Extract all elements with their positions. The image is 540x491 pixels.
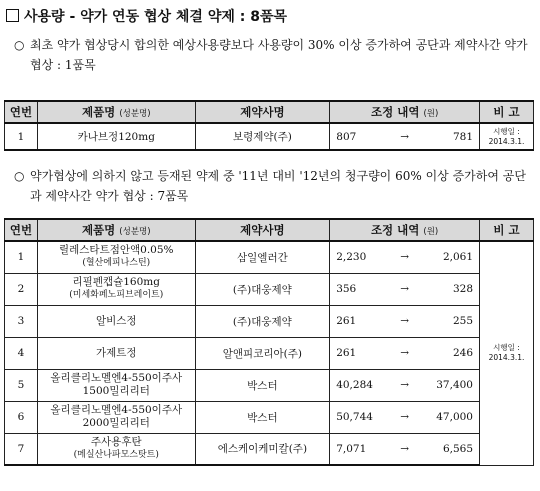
header-no: 연번 [5, 101, 38, 123]
product-ingredient: (미세화페노피브레이트) [69, 290, 164, 300]
header-remark: 비 고 [480, 219, 534, 241]
product-name: 가제트정 [95, 346, 137, 359]
cell-company: 보령제약(주) [195, 123, 330, 150]
adjustment-wrap [336, 443, 473, 455]
adjustment-cell [330, 369, 480, 401]
cell-remark [480, 123, 534, 150]
product-name: 올리클리노멜엔4-550이주사 [50, 404, 183, 416]
price-after: 255 [452, 315, 473, 327]
price-after: 6,565 [442, 442, 473, 455]
adjustment-cell [330, 433, 480, 465]
price-after: 781 [452, 130, 473, 143]
price-before: 261 [336, 315, 357, 327]
arrow-right-icon: → [400, 251, 409, 264]
table-header-row [5, 101, 534, 123]
cell-product [37, 433, 195, 465]
bullet-circle-icon: ○ [14, 169, 25, 183]
product-name: 리필펜캡슐160mg [72, 276, 160, 288]
note-1 [14, 35, 530, 75]
table-row [5, 241, 534, 273]
note-1-text: 최초 약가 협상당시 합의한 예상사용량보다 사용량이 30% 이상 증가하여 공단과 제약사간 약가 협상 : 1품목 [30, 38, 528, 72]
adjustment-wrap [336, 379, 473, 391]
product-ingredient: (혈산에피나스틴) [82, 258, 151, 269]
header-adjust: 조정 내역 (원) [330, 101, 480, 123]
section-heading [6, 6, 287, 26]
arrow-right-icon: → [400, 411, 409, 423]
arrow-right-icon: → [400, 442, 409, 455]
bullet-circle-icon: ○ [14, 38, 25, 52]
cell-no: 1 [5, 123, 38, 150]
arrow-right-icon: → [400, 379, 409, 391]
adjustment-cell [330, 273, 480, 305]
product-ingredient: (메실산나파모스탓트) [73, 449, 159, 460]
price-after: 47,000 [436, 411, 473, 423]
cell-no: 1 [5, 241, 38, 273]
cell-product [37, 401, 195, 433]
note-2-text: 약가협상에 의하지 않고 등재된 약제 중 '11년 대비 '12년의 청구량이 60% 이상 증가하여 공단과 제약사간 약가 협상 : 7품목 [30, 169, 526, 203]
product-name: 주사용후탄 [90, 435, 142, 448]
table-row [5, 337, 534, 369]
price-after: 246 [452, 347, 473, 359]
cell-company: 박스터 [195, 401, 330, 433]
price-before: 807 [336, 130, 357, 143]
arrow-right-icon: → [400, 283, 409, 295]
product-ingredient: 1500밀리리터 [82, 385, 150, 397]
header-product: 제품명 (성분명) [37, 101, 195, 123]
cell-no: 3 [5, 305, 38, 337]
product-name: 올리클리노멜엔4-550이주사 [50, 372, 183, 384]
header-no: 연번 [5, 219, 38, 241]
cell-no: 7 [5, 433, 38, 465]
adjustment-cell [330, 401, 480, 433]
cell-company: 삼일엘러간 [195, 241, 330, 273]
arrow-right-icon: → [400, 315, 409, 327]
table-header-row [5, 219, 534, 241]
cell-product: 카나브정120mg [37, 123, 195, 150]
adjustment-cell [330, 241, 480, 273]
table-usage-30pct [4, 100, 534, 151]
price-after: 328 [452, 283, 473, 295]
header-adjust: 조정 내역 (원) [330, 219, 480, 241]
cell-company: (주)대웅제약 [195, 305, 330, 337]
price-before: 7,071 [336, 442, 367, 455]
adjustment-wrap [336, 347, 473, 359]
price-before: 40,284 [336, 379, 373, 391]
price-before: 356 [336, 283, 357, 295]
product-name: 릴레스타트점안액0.05% [59, 244, 174, 257]
arrow-right-icon: → [400, 347, 409, 359]
price-before: 50,744 [336, 411, 373, 423]
cell-remark [480, 241, 534, 465]
header-company: 제약사명 [195, 219, 330, 241]
cell-product [37, 241, 195, 273]
table-row [5, 305, 534, 337]
note-2 [14, 166, 530, 206]
adjustment-wrap [336, 283, 473, 295]
cell-no: 2 [5, 273, 38, 305]
product-name: 알비스정 [95, 314, 137, 327]
table-row [5, 123, 534, 150]
price-before: 261 [336, 347, 357, 359]
cell-company: (주)대웅제약 [195, 273, 330, 305]
adjustment-wrap [336, 131, 473, 143]
header-company: 제약사명 [195, 101, 330, 123]
table-row [5, 433, 534, 465]
table-row [5, 273, 534, 305]
heading-text: 사용량 - 약가 연동 협상 체결 약제 : 8품목 [24, 9, 288, 25]
remark-text: 시행일 : 2014.3.1. [488, 126, 525, 146]
cell-no: 4 [5, 337, 38, 369]
cell-company: 알앤피코리아(주) [195, 337, 330, 369]
product-ingredient: 2000밀리리터 [82, 417, 150, 429]
cell-no: 6 [5, 401, 38, 433]
table-row [5, 401, 534, 433]
cell-no: 5 [5, 369, 38, 401]
price-after: 2,061 [442, 251, 473, 264]
cell-product [37, 273, 195, 305]
header-remark: 비 고 [480, 101, 534, 123]
adjustment-wrap [336, 315, 473, 327]
header-product: 제품명 (성분명) [37, 219, 195, 241]
adjustment-cell [330, 123, 480, 150]
cell-product [37, 337, 195, 369]
cell-company: 박스터 [195, 369, 330, 401]
arrow-right-icon: → [400, 130, 410, 143]
adjustment-cell [330, 337, 480, 369]
adjustment-wrap [336, 411, 473, 423]
cell-product [37, 369, 195, 401]
price-after: 37,400 [436, 379, 473, 391]
checkbox-square-icon [6, 9, 19, 22]
adjustment-wrap [336, 251, 473, 263]
cell-product [37, 305, 195, 337]
adjustment-cell [330, 305, 480, 337]
cell-company: 에스케이케미칼(주) [195, 433, 330, 465]
price-before: 2,230 [336, 251, 367, 264]
table-claims-60pct [4, 218, 534, 466]
remark-text: 시행일 : 2014.3.1. [488, 343, 525, 363]
table-row [5, 369, 534, 401]
